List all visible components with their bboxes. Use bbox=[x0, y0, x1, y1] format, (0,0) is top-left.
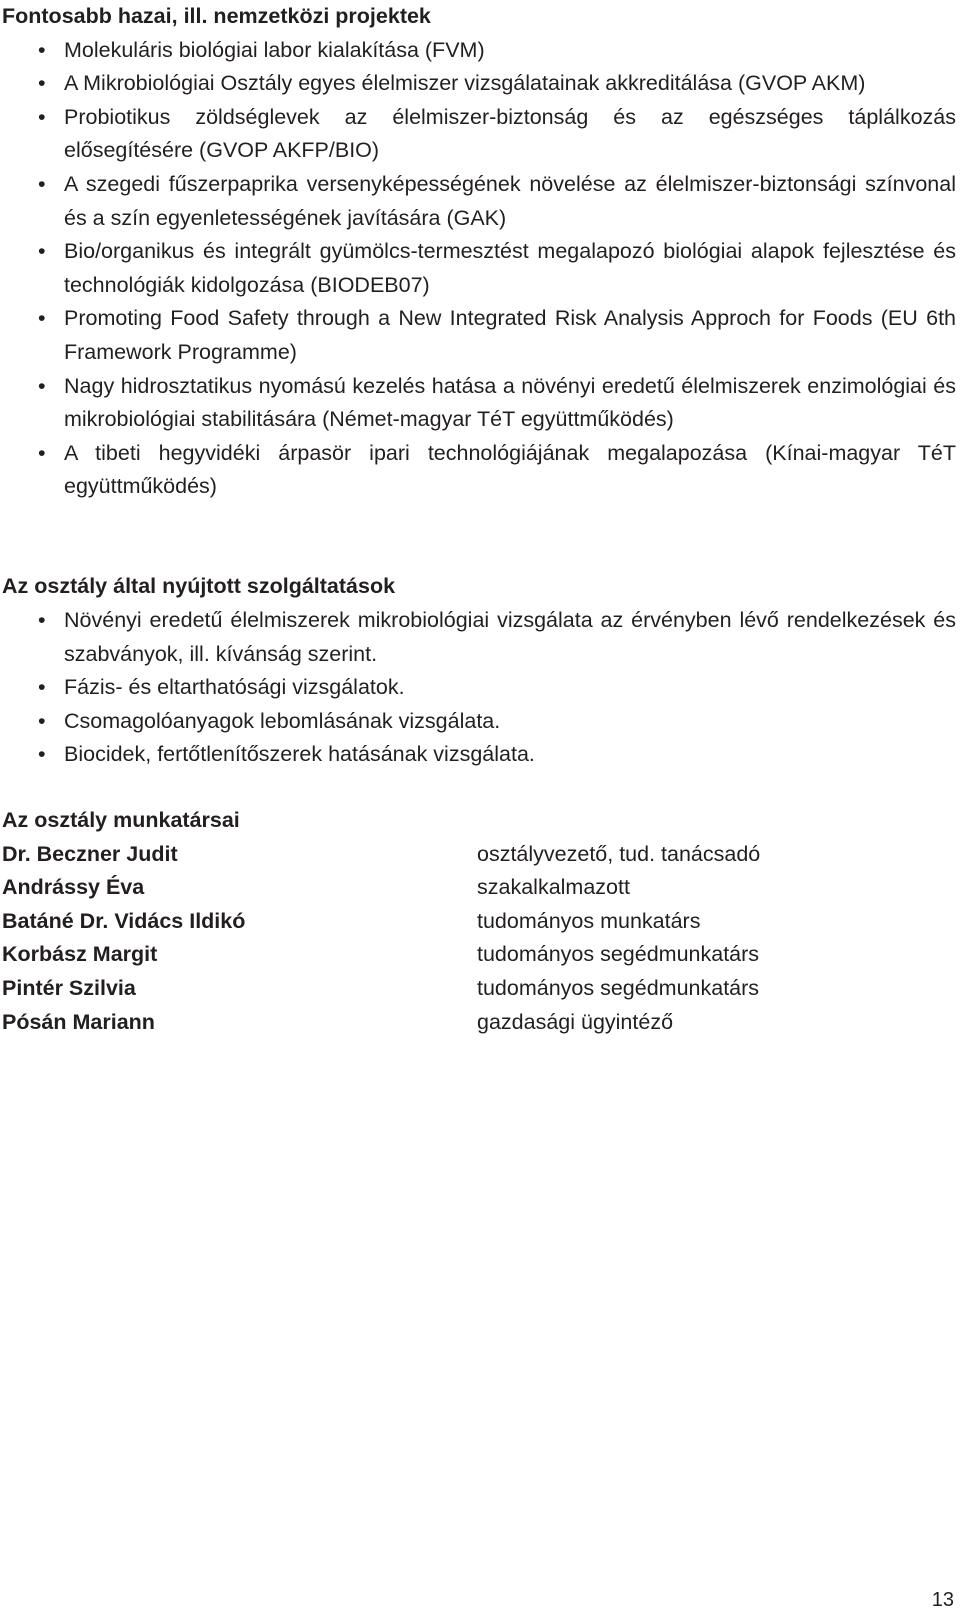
service-text: Növényi eredetű élelmiszerek mikrobiológiai vizsgálata az érvényben lévő rendelkezések és szabványok, ill. kívánság szerint. bbox=[64, 608, 956, 666]
list-item bbox=[0, 671, 956, 705]
staff-role: tudományos segédmunkatárs bbox=[477, 975, 760, 1000]
table-row bbox=[0, 838, 956, 872]
bullet-icon: • bbox=[38, 171, 46, 196]
staff-table bbox=[0, 838, 956, 1040]
service-text: Fázis- és eltarthatósági vizsgálatok. bbox=[64, 675, 405, 700]
list-item bbox=[0, 604, 956, 671]
list-item bbox=[0, 34, 956, 68]
list-item bbox=[0, 370, 956, 437]
table-row bbox=[0, 938, 956, 972]
staff-name: Batáné Dr. Vidács Ildikó bbox=[2, 908, 246, 933]
list-item bbox=[0, 738, 956, 772]
staff-role: szakalkalmazott bbox=[477, 875, 630, 900]
bullet-icon: • bbox=[38, 306, 46, 331]
project-text: Molekuláris biológiai labor kialakítása (FVM) bbox=[64, 37, 485, 62]
bullet-icon: • bbox=[38, 675, 46, 700]
table-row bbox=[0, 1006, 956, 1040]
services-list bbox=[0, 604, 956, 772]
table-row bbox=[0, 871, 956, 905]
list-item bbox=[0, 235, 956, 302]
list-item bbox=[0, 705, 956, 739]
bullet-icon: • bbox=[38, 708, 46, 733]
table-row bbox=[0, 972, 956, 1006]
service-text: Csomagolóanyagok lebomlásának vizsgálata. bbox=[64, 708, 501, 733]
staff-name: Andrássy Éva bbox=[2, 875, 145, 900]
staff-role: gazdasági ügyintéző bbox=[477, 1009, 674, 1034]
staff-name: Dr. Beczner Judit bbox=[2, 841, 178, 866]
list-item bbox=[0, 437, 956, 504]
project-text: Bio/organikus és integrált gyümölcs-termesztést megalapozó biológiai alapok fejlesztése és technológiák kidolgozása (BIODEB07) bbox=[64, 239, 956, 297]
staff-role: tudományos segédmunkatárs bbox=[477, 942, 760, 967]
projects-heading: Fontosabb hazai, ill. nemzetközi projektek bbox=[2, 4, 431, 28]
bullet-icon: • bbox=[38, 104, 46, 129]
page-number: 13 bbox=[931, 1589, 954, 1611]
project-text: A szegedi fűszerpaprika versenyképességének növelése az élelmiszer-biztonsági színvonal és a szín egyenletességének javítására (GAK) bbox=[64, 171, 956, 230]
services-heading: Az osztály által nyújtott szolgáltatások bbox=[2, 574, 396, 598]
list-item bbox=[0, 302, 956, 369]
project-text: Nagy hidrosztatikus nyomású kezelés hatása a növényi eredetű élelmiszerek enzimológiai és mikrobiológiai stabilitására (Német-magyar TéT együttműködés) bbox=[64, 373, 956, 432]
projects-list bbox=[0, 34, 956, 504]
table-row bbox=[0, 905, 956, 939]
project-text: A tibeti hegyvidéki árpasör ipari technológiájának megalapozása (Kínai-magyar TéT együttműködés) bbox=[64, 440, 956, 499]
project-text: A Mikrobiológiai Osztály egyes élelmiszer vizsgálatainak akkreditálása (GVOP AKM) bbox=[64, 71, 866, 96]
list-item bbox=[0, 101, 956, 168]
staff-name: Pósán Mariann bbox=[2, 1009, 155, 1034]
bullet-icon: • bbox=[38, 742, 46, 767]
staff-role: osztályvezető, tud. tanácsadó bbox=[477, 841, 761, 866]
bullet-icon: • bbox=[38, 373, 46, 398]
staff-role: tudományos munkatárs bbox=[477, 908, 701, 933]
staff-heading: Az osztály munkatársai bbox=[2, 808, 240, 832]
project-text: Promoting Food Safety through a New Integrated Risk Analysis Approch for Foods (EU 6th Framework Programme) bbox=[64, 306, 956, 364]
bullet-icon: • bbox=[38, 71, 46, 96]
bullet-icon: • bbox=[38, 239, 46, 264]
bullet-icon: • bbox=[38, 440, 46, 465]
staff-name: Korbász Margit bbox=[2, 942, 158, 967]
project-text: Probiotikus zöldséglevek az élelmiszer-biztonság és az egészséges táplálkozás elősegítésére (GVOP AKFP/BIO) bbox=[64, 104, 956, 163]
bullet-icon: • bbox=[38, 37, 46, 62]
staff-name: Pintér Szilvia bbox=[2, 975, 136, 1000]
bullet-icon: • bbox=[38, 608, 46, 632]
list-item bbox=[0, 67, 956, 101]
list-item bbox=[0, 168, 956, 235]
service-text: Biocidek, fertőtlenítőszerek hatásának vizsgálata. bbox=[64, 742, 535, 767]
